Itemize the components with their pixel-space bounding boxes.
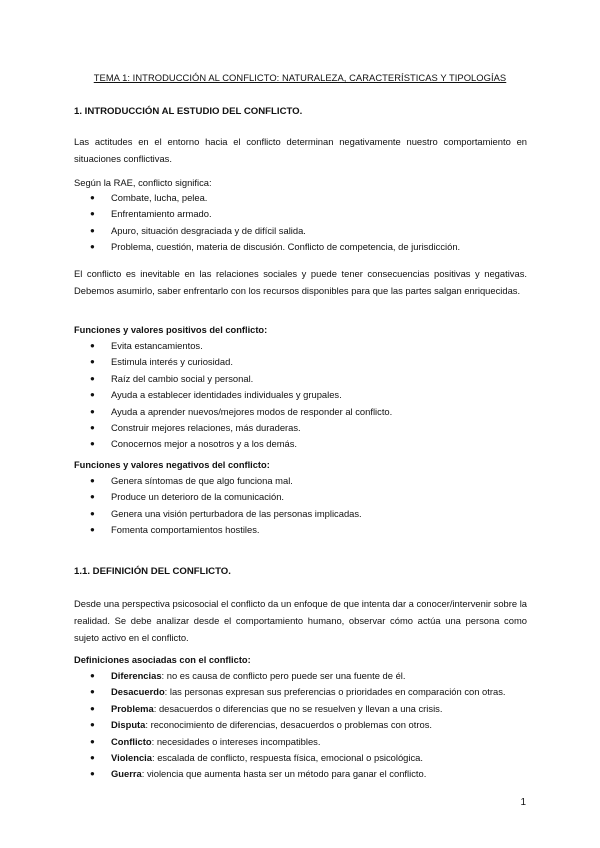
definition-text: : escalada de conflicto, respuesta física, emocional o psicológica. bbox=[152, 751, 423, 763]
bullet-icon: ● bbox=[90, 341, 95, 350]
definition-text: : necesidades o intereses incompatibles. bbox=[151, 735, 321, 747]
bullet-icon: ● bbox=[90, 752, 95, 762]
bullet-icon: ● bbox=[90, 687, 95, 697]
list-item: ● Genera síntomas de que algo funciona mal. bbox=[74, 473, 534, 489]
document-title: TEMA 1: INTRODUCCIÓN AL CONFLICTO: NATURALEZA, CARACTERÍSTICAS Y TIPOLOGÍAS bbox=[93, 72, 507, 83]
list-item: ● Combate, lucha, pelea. bbox=[74, 190, 534, 206]
definition-text: : violencia que aumenta hasta ser un método para ganar el conflicto. bbox=[141, 768, 427, 780]
bullet-icon: ● bbox=[90, 406, 95, 416]
bullet-icon: ● bbox=[90, 736, 95, 746]
definition-term: Conflicto bbox=[111, 735, 152, 747]
bullet-icon: ● bbox=[90, 476, 95, 485]
list-item: ● Raíz del cambio social y personal. bbox=[74, 371, 534, 387]
intro-paragraph: Las actitudes en el entorno hacia el conflicto determinan negativamente nuestro comportamiento en situaciones conflictivas. bbox=[74, 136, 527, 164]
list-item: ● Fomenta comportamientos hostiles. bbox=[74, 522, 534, 538]
bullet-icon: ● bbox=[90, 439, 95, 449]
bullet-icon: ● bbox=[90, 242, 95, 252]
definition-term: Guerra bbox=[111, 768, 142, 780]
bullet-icon: ● bbox=[90, 671, 95, 680]
bullet-icon: ● bbox=[90, 422, 95, 432]
conflict-paragraph: El conflicto es inevitable en las relaciones sociales y puede tener consecuencias positivas y negativas. Debemos asumirlo, saber enfrentarlo con los recursos disponibles para que las partes salgan enriquecidas. bbox=[74, 268, 527, 296]
list-item: ● Ayuda a establecer identidades individuales y grupales. bbox=[74, 387, 534, 403]
list-item bbox=[74, 684, 534, 700]
definition-paragraph: Desde una perspectiva psicosocial el conflicto da un enfoque de que intenta dar a conocer/intervenir sobre la realidad. Se debe analizar desde el comportamiento humano, observar cómo actúa una persona como sujeto activo en el conflicto. bbox=[74, 598, 527, 643]
negative-functions-heading: Funciones y valores negativos del conflicto: bbox=[74, 460, 270, 470]
list-item bbox=[74, 668, 534, 684]
bullet-icon: ● bbox=[90, 508, 95, 518]
list-item bbox=[74, 750, 534, 766]
definition-term: Desacuerdo bbox=[111, 686, 165, 698]
list-item: ● Genera una visión perturbadora de las personas implicadas. bbox=[74, 506, 534, 522]
list-item: ● Evita estancamientos. bbox=[74, 338, 534, 354]
bullet-icon: ● bbox=[90, 225, 95, 235]
list-item bbox=[74, 734, 534, 750]
list-item: ● Apuro, situación desgraciada y de difícil salida. bbox=[74, 223, 534, 239]
bullet-icon: ● bbox=[90, 720, 95, 730]
bullet-icon: ● bbox=[90, 769, 95, 779]
list-item: ● Conocernos mejor a nosotros y a los demás. bbox=[74, 436, 534, 452]
rae-definitions-list bbox=[74, 190, 534, 256]
definitions-list bbox=[74, 668, 534, 783]
definition-text: : no es causa de conflicto pero puede ser una fuente de él. bbox=[161, 670, 406, 681]
bullet-icon: ● bbox=[90, 193, 95, 202]
list-item bbox=[74, 717, 534, 733]
list-item: ● Ayuda a aprender nuevos/mejores modos de responder al conflicto. bbox=[74, 404, 534, 420]
negative-functions-list bbox=[74, 473, 534, 539]
subsection-heading: 1.1. DEFINICIÓN DEL CONFLICTO. bbox=[74, 566, 231, 577]
positive-functions-heading: Funciones y valores positivos del conflicto: bbox=[74, 325, 268, 335]
definition-term: Disputa bbox=[111, 719, 146, 731]
definition-term: Problema bbox=[111, 702, 154, 714]
definition-text: : desacuerdos o diferencias que no se resuelven y llevan a una crisis. bbox=[153, 702, 443, 714]
positive-functions-list bbox=[74, 338, 534, 453]
bullet-icon: ● bbox=[90, 209, 95, 219]
bullet-icon: ● bbox=[90, 492, 95, 502]
section-heading: 1. INTRODUCCIÓN AL ESTUDIO DEL CONFLICTO. bbox=[74, 106, 303, 117]
definition-text: : reconocimiento de diferencias, desacuerdos o problemas con otros. bbox=[145, 719, 433, 731]
rae-label: Según la RAE, conflicto significa: bbox=[74, 177, 212, 188]
bullet-icon: ● bbox=[90, 373, 95, 383]
list-item: ● Construir mejores relaciones, más duraderas. bbox=[74, 420, 534, 436]
bullet-icon: ● bbox=[90, 703, 95, 713]
bullet-icon: ● bbox=[90, 525, 95, 535]
bullet-icon: ● bbox=[90, 357, 95, 367]
list-item bbox=[74, 701, 534, 717]
list-item: ● Estimula interés y curiosidad. bbox=[74, 354, 534, 370]
definition-term: Violencia bbox=[111, 751, 152, 763]
definitions-heading: Definiciones asociadas con el conflicto: bbox=[74, 655, 251, 665]
list-item: ● Enfrentamiento armado. bbox=[74, 206, 534, 222]
definition-term: Diferencias bbox=[111, 670, 162, 681]
page-number: 1 bbox=[520, 797, 526, 808]
list-item: ● Produce un deterioro de la comunicación. bbox=[74, 489, 534, 505]
definition-text: : las personas expresan sus preferencias o prioridades en comparación con otras. bbox=[164, 686, 506, 698]
bullet-icon: ● bbox=[90, 390, 95, 400]
list-item: ● Problema, cuestión, materia de discusión. Conflicto de competencia, de jurisdicción. bbox=[74, 239, 534, 255]
list-item bbox=[74, 766, 534, 782]
